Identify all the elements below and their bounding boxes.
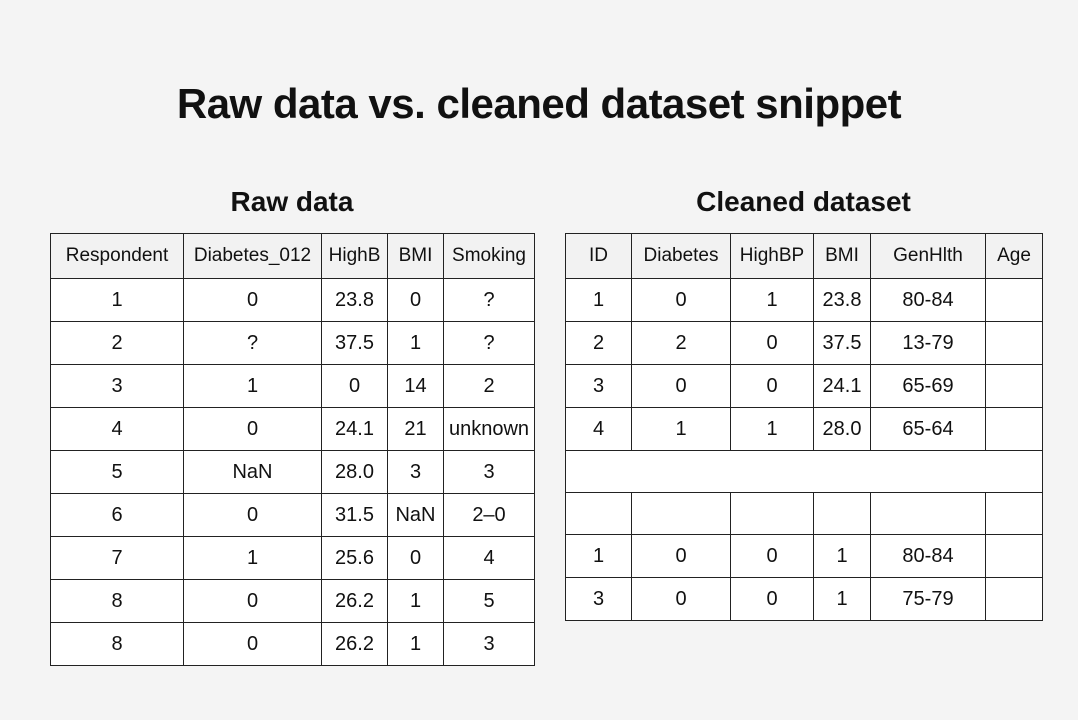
table-cell: 0	[184, 623, 322, 666]
table-cell: 4	[51, 408, 184, 451]
table-cell: 1	[731, 408, 814, 451]
table-cell: 2	[51, 322, 184, 365]
column-header: GenHlth	[871, 234, 986, 279]
table-cell: 3	[51, 365, 184, 408]
table-cell: ?	[184, 322, 322, 365]
table-cell: 8	[51, 580, 184, 623]
table-cell: 0	[184, 279, 322, 322]
table-cell: 24.1	[322, 408, 388, 451]
table-cell: 23.8	[322, 279, 388, 322]
table-cell: 1	[388, 322, 444, 365]
table-cell: NaN	[388, 494, 444, 537]
table-cell: 13-79	[871, 322, 986, 365]
table-cell: 1	[632, 408, 731, 451]
table-cell: 2	[444, 365, 535, 408]
empty-cell	[566, 451, 1043, 493]
column-header: Respondent	[51, 234, 184, 279]
table-cell: 1	[388, 623, 444, 666]
page-title: Raw data vs. cleaned dataset snippet	[176, 80, 902, 127]
column-header: Smoking	[444, 234, 535, 279]
table-cell: 0	[632, 578, 731, 621]
table-cell: 31.5	[322, 494, 388, 537]
table-row	[566, 279, 1043, 322]
table-cell: unknown	[444, 408, 535, 451]
table-cell: 0	[731, 578, 814, 621]
table-row	[51, 537, 535, 580]
merged-empty-row	[566, 451, 1043, 493]
column-header: Diabetes	[632, 234, 731, 279]
table-cell: ?	[444, 322, 535, 365]
table-cell: 24.1	[814, 365, 871, 408]
table-row	[566, 322, 1043, 365]
empty-cell	[986, 493, 1043, 535]
table-cell: 5	[51, 451, 184, 494]
table-cell: 0	[731, 535, 814, 578]
table-row	[51, 408, 535, 451]
cleaned-header-row	[566, 234, 1043, 279]
table-cell: ?	[444, 279, 535, 322]
table-cell: 7	[51, 537, 184, 580]
table-cell: 65-64	[871, 408, 986, 451]
table-cell: 0	[184, 408, 322, 451]
table-cell: NaN	[184, 451, 322, 494]
table-cell: 3	[388, 451, 444, 494]
table-cell: 21	[388, 408, 444, 451]
table-row	[51, 365, 535, 408]
table-cell: 1	[814, 578, 871, 621]
table-cell	[986, 279, 1043, 322]
table-cell: 1	[814, 535, 871, 578]
table-cell: 75-79	[871, 578, 986, 621]
table-row	[51, 451, 535, 494]
table-cell: 0	[322, 365, 388, 408]
raw-data-table	[50, 233, 535, 666]
table-cell: 8	[51, 623, 184, 666]
table-row	[566, 578, 1043, 621]
table-cell: 28.0	[814, 408, 871, 451]
table-row	[566, 408, 1043, 451]
table-cell: 1	[731, 279, 814, 322]
table-cell: 65-69	[871, 365, 986, 408]
empty-cell	[871, 493, 986, 535]
table-cell: 1	[566, 535, 632, 578]
table-cell: 80-84	[871, 279, 986, 322]
table-cell: 0	[731, 365, 814, 408]
table-cell	[986, 408, 1043, 451]
table-cell: 26.2	[322, 580, 388, 623]
table-cell: 25.6	[322, 537, 388, 580]
table-cell: 2	[566, 322, 632, 365]
raw-header-row	[51, 234, 535, 279]
empty-row	[566, 493, 1043, 535]
table-cell: 23.8	[814, 279, 871, 322]
table-row	[51, 279, 535, 322]
column-header: ID	[566, 234, 632, 279]
cleaned-table-body	[566, 279, 1043, 621]
table-cell: 0	[632, 365, 731, 408]
column-header: BMI	[814, 234, 871, 279]
table-cell: 37.5	[322, 322, 388, 365]
table-cell: 3	[444, 451, 535, 494]
table-cell: 37.5	[814, 322, 871, 365]
table-cell	[986, 365, 1043, 408]
table-row	[566, 365, 1043, 408]
raw-data-title: Raw data	[230, 186, 354, 217]
table-cell: 1	[184, 365, 322, 408]
table-cell	[986, 578, 1043, 621]
table-row	[51, 494, 535, 537]
cleaned-dataset-title: Cleaned dataset	[696, 186, 911, 217]
empty-cell	[731, 493, 814, 535]
table-cell: 0	[632, 535, 731, 578]
table-cell: 4	[444, 537, 535, 580]
table-cell: 2–0	[444, 494, 535, 537]
table-cell: 0	[184, 494, 322, 537]
raw-table-body	[51, 279, 535, 666]
table-cell: 3	[566, 365, 632, 408]
cleaned-dataset-table	[565, 233, 1043, 621]
table-row	[51, 623, 535, 666]
table-cell: 3	[444, 623, 535, 666]
table-cell: 3	[566, 578, 632, 621]
column-header: Age	[986, 234, 1043, 279]
table-cell: 6	[51, 494, 184, 537]
table-cell: 0	[632, 279, 731, 322]
table-cell: 26.2	[322, 623, 388, 666]
column-header: Diabetes_012	[184, 234, 322, 279]
table-cell: 14	[388, 365, 444, 408]
table-cell	[986, 322, 1043, 365]
table-row	[566, 535, 1043, 578]
column-header: HighB	[322, 234, 388, 279]
table-cell: 1	[388, 580, 444, 623]
table-cell: 0	[388, 279, 444, 322]
table-cell	[986, 535, 1043, 578]
table-cell: 1	[184, 537, 322, 580]
table-cell: 0	[184, 580, 322, 623]
table-cell: 1	[51, 279, 184, 322]
table-cell: 5	[444, 580, 535, 623]
table-row	[51, 322, 535, 365]
column-header: HighBP	[731, 234, 814, 279]
empty-cell	[814, 493, 871, 535]
column-header: BMI	[388, 234, 444, 279]
empty-cell	[632, 493, 731, 535]
table-cell: 2	[632, 322, 731, 365]
empty-cell	[566, 493, 632, 535]
table-row	[51, 580, 535, 623]
table-cell: 80-84	[871, 535, 986, 578]
table-cell: 0	[388, 537, 444, 580]
table-cell: 4	[566, 408, 632, 451]
table-cell: 1	[566, 279, 632, 322]
table-cell: 0	[731, 322, 814, 365]
table-cell: 28.0	[322, 451, 388, 494]
